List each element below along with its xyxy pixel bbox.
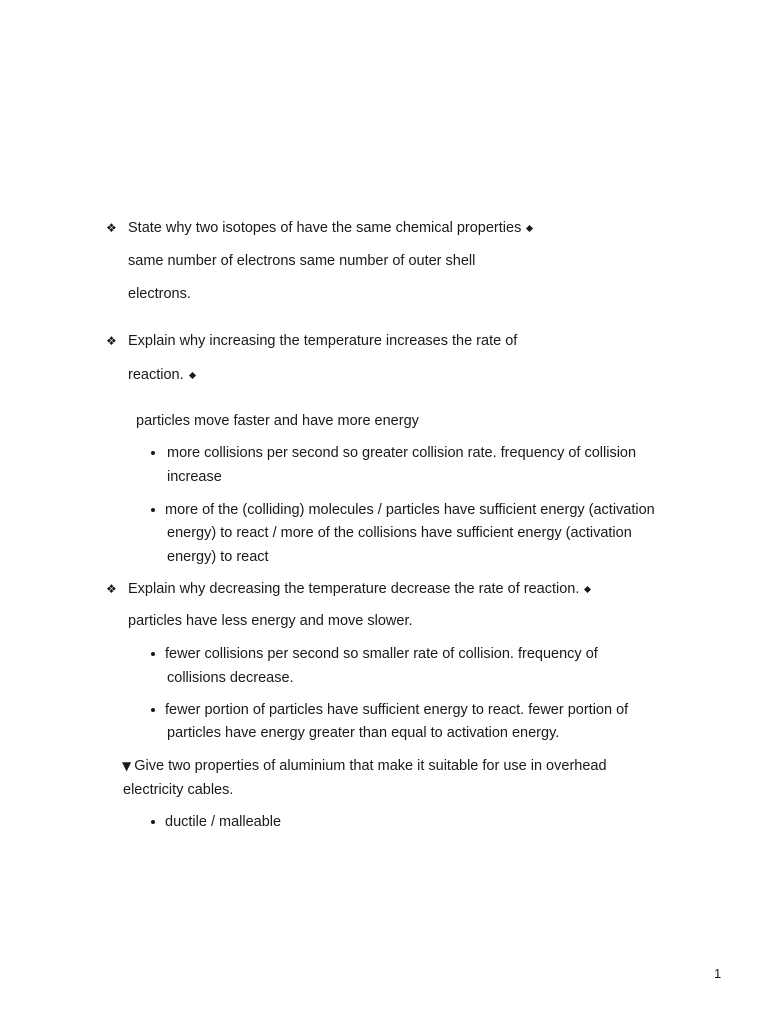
question-text — [122, 757, 607, 775]
down-triangle-bullet-icon: ▼ — [122, 759, 132, 773]
question-text: Explain why increasing the temperature increases the rate of — [128, 333, 518, 349]
answer-point: particles have energy greater than equal to activation energy. — [167, 725, 560, 741]
diamond-bullet-icon — [526, 225, 533, 232]
four-diamond-bullet-icon: ❖ — [106, 582, 117, 596]
answer-point: collisions decrease. — [167, 670, 294, 686]
four-diamond-bullet-icon: ❖ — [106, 334, 117, 348]
answer-point: fewer portion of particles have sufficient energy to react. fewer portion of — [165, 702, 629, 718]
diamond-bullet-icon — [584, 586, 591, 593]
answer-point: more of the (colliding) molecules / particles have sufficient energy (activation — [165, 502, 655, 518]
question-text: electricity cables. — [123, 782, 234, 798]
answer-point: increase — [167, 469, 222, 485]
question-text — [128, 219, 532, 237]
question-line: Give two properties of aluminium that make it suitable for use in overhead — [134, 758, 607, 774]
answer-point: energy) to react — [167, 549, 269, 565]
question-text — [128, 366, 195, 384]
answer-point: ductile / malleable — [165, 814, 282, 830]
answer-text: particles move faster and have more energy — [136, 413, 419, 429]
bullet-dot-icon — [151, 652, 155, 656]
answer-text: same number of electrons same number of outer shell — [128, 253, 476, 269]
bullet-dot-icon — [151, 508, 155, 512]
bullet-dot-icon — [151, 451, 155, 455]
page-number: 1 — [714, 966, 722, 981]
question-line: reaction. — [128, 367, 184, 383]
question-line: Explain why decreasing the temperature decrease the rate of reaction. — [128, 581, 580, 597]
answer-point: fewer collisions per second so smaller rate of collision. frequency of — [165, 646, 598, 662]
bullet-dot-icon — [151, 708, 155, 712]
diamond-bullet-icon — [189, 372, 196, 379]
bullet-dot-icon — [151, 820, 155, 824]
answer-point: energy) to react / more of the collisions have sufficient energy (activation — [167, 525, 632, 541]
question-line: State why two isotopes of have the same chemical properties — [128, 220, 522, 236]
answer-text: electrons. — [128, 286, 191, 302]
question-text — [128, 580, 590, 598]
answer-text: particles have less energy and move slower. — [128, 613, 413, 629]
four-diamond-bullet-icon: ❖ — [106, 221, 117, 235]
answer-point: more collisions per second so greater collision rate. frequency of collision — [167, 445, 637, 461]
